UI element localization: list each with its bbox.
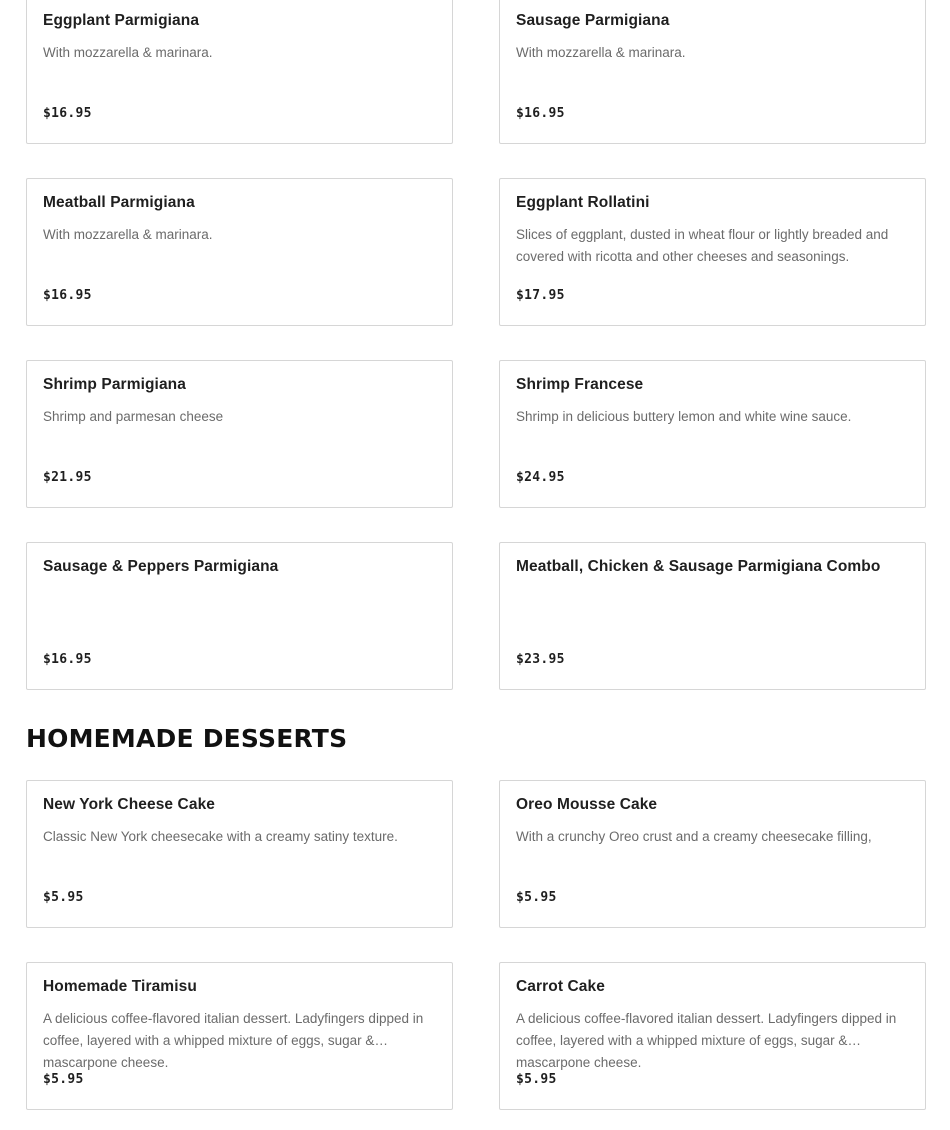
menu-item-price: $17.95: [516, 288, 565, 303]
menu-item-card[interactable]: [499, 962, 926, 1110]
menu-item-card[interactable]: [499, 542, 926, 690]
menu-item-price: $23.95: [516, 652, 565, 667]
menu-item-description: Shrimp and parmesan cheese: [43, 409, 224, 424]
menu-item-name: Eggplant Parmigiana: [43, 12, 200, 29]
menu-item-price: $21.95: [43, 470, 92, 485]
menu-item-price: $5.95: [516, 1072, 557, 1087]
menu-item-name: Carrot Cake: [516, 978, 605, 995]
menu-item-description: Slices of eggplant, dusted in wheat flour or lightly breaded and covered with ricotta and other cheeses and seasonings.: [516, 227, 889, 264]
menu-item-name: Sausage & Peppers Parmigiana: [43, 558, 279, 575]
menu-item-name: Meatball Parmigiana: [43, 194, 195, 211]
menu-item-card[interactable]: [26, 780, 453, 928]
menu-item-card[interactable]: [499, 0, 926, 144]
menu-item-name: Meatball, Chicken & Sausage Parmigiana Combo: [516, 558, 881, 575]
menu-item-card[interactable]: [26, 542, 453, 690]
menu-item-name: Homemade Tiramisu: [43, 978, 197, 995]
menu-item-card[interactable]: [26, 0, 453, 144]
menu-item-name: Eggplant Rollatini: [516, 194, 650, 211]
menu-item-price: $5.95: [43, 1072, 84, 1087]
menu-item-name: Shrimp Francese: [516, 376, 644, 393]
menu-item-description: Shrimp in delicious buttery lemon and white wine sauce.: [516, 409, 852, 424]
menu-item-card[interactable]: [26, 178, 453, 326]
menu-item-description: With mozzarella & marinara.: [516, 45, 686, 60]
menu-item-price: $16.95: [43, 288, 92, 303]
menu-item-price: $16.95: [43, 652, 92, 667]
menu-item-price: $24.95: [516, 470, 565, 485]
menu-item-description: With a crunchy Oreo crust and a creamy cheesecake filling,: [516, 829, 872, 844]
menu-item-card[interactable]: [26, 360, 453, 508]
menu-item-description: With mozzarella & marinara.: [43, 45, 213, 60]
menu-item-description: A delicious coffee-flavored italian dessert. Ladyfingers dipped in coffee, layered with a whipped mixture of eggs, sugar & mascarpone cheese.: [516, 1011, 897, 1070]
menu-item-card[interactable]: [499, 178, 926, 326]
section-title-desserts: HOMEMADE DESSERTS: [26, 724, 348, 753]
menu-item-description: A delicious coffee-flavored italian dessert. Ladyfingers dipped in coffee, layered with a whipped mixture of eggs, sugar & mascarpone cheese.: [43, 1011, 424, 1070]
menu-item-name: Sausage Parmigiana: [516, 12, 670, 29]
menu-item-price: $16.95: [43, 106, 92, 121]
menu-item-card[interactable]: [499, 780, 926, 928]
menu-item-description: Classic New York cheesecake with a creamy satiny texture.: [43, 829, 398, 844]
menu-item-name: New York Cheese Cake: [43, 796, 216, 813]
menu-item-price: $16.95: [516, 106, 565, 121]
menu-item-description: With mozzarella & marinara.: [43, 227, 213, 242]
menu-item-price: $5.95: [43, 890, 84, 905]
menu-item-name: Oreo Mousse Cake: [516, 796, 658, 813]
menu-item-name: Shrimp Parmigiana: [43, 376, 186, 393]
menu-item-card[interactable]: [499, 360, 926, 508]
menu-item-card[interactable]: [26, 962, 453, 1110]
menu-item-price: $5.95: [516, 890, 557, 905]
